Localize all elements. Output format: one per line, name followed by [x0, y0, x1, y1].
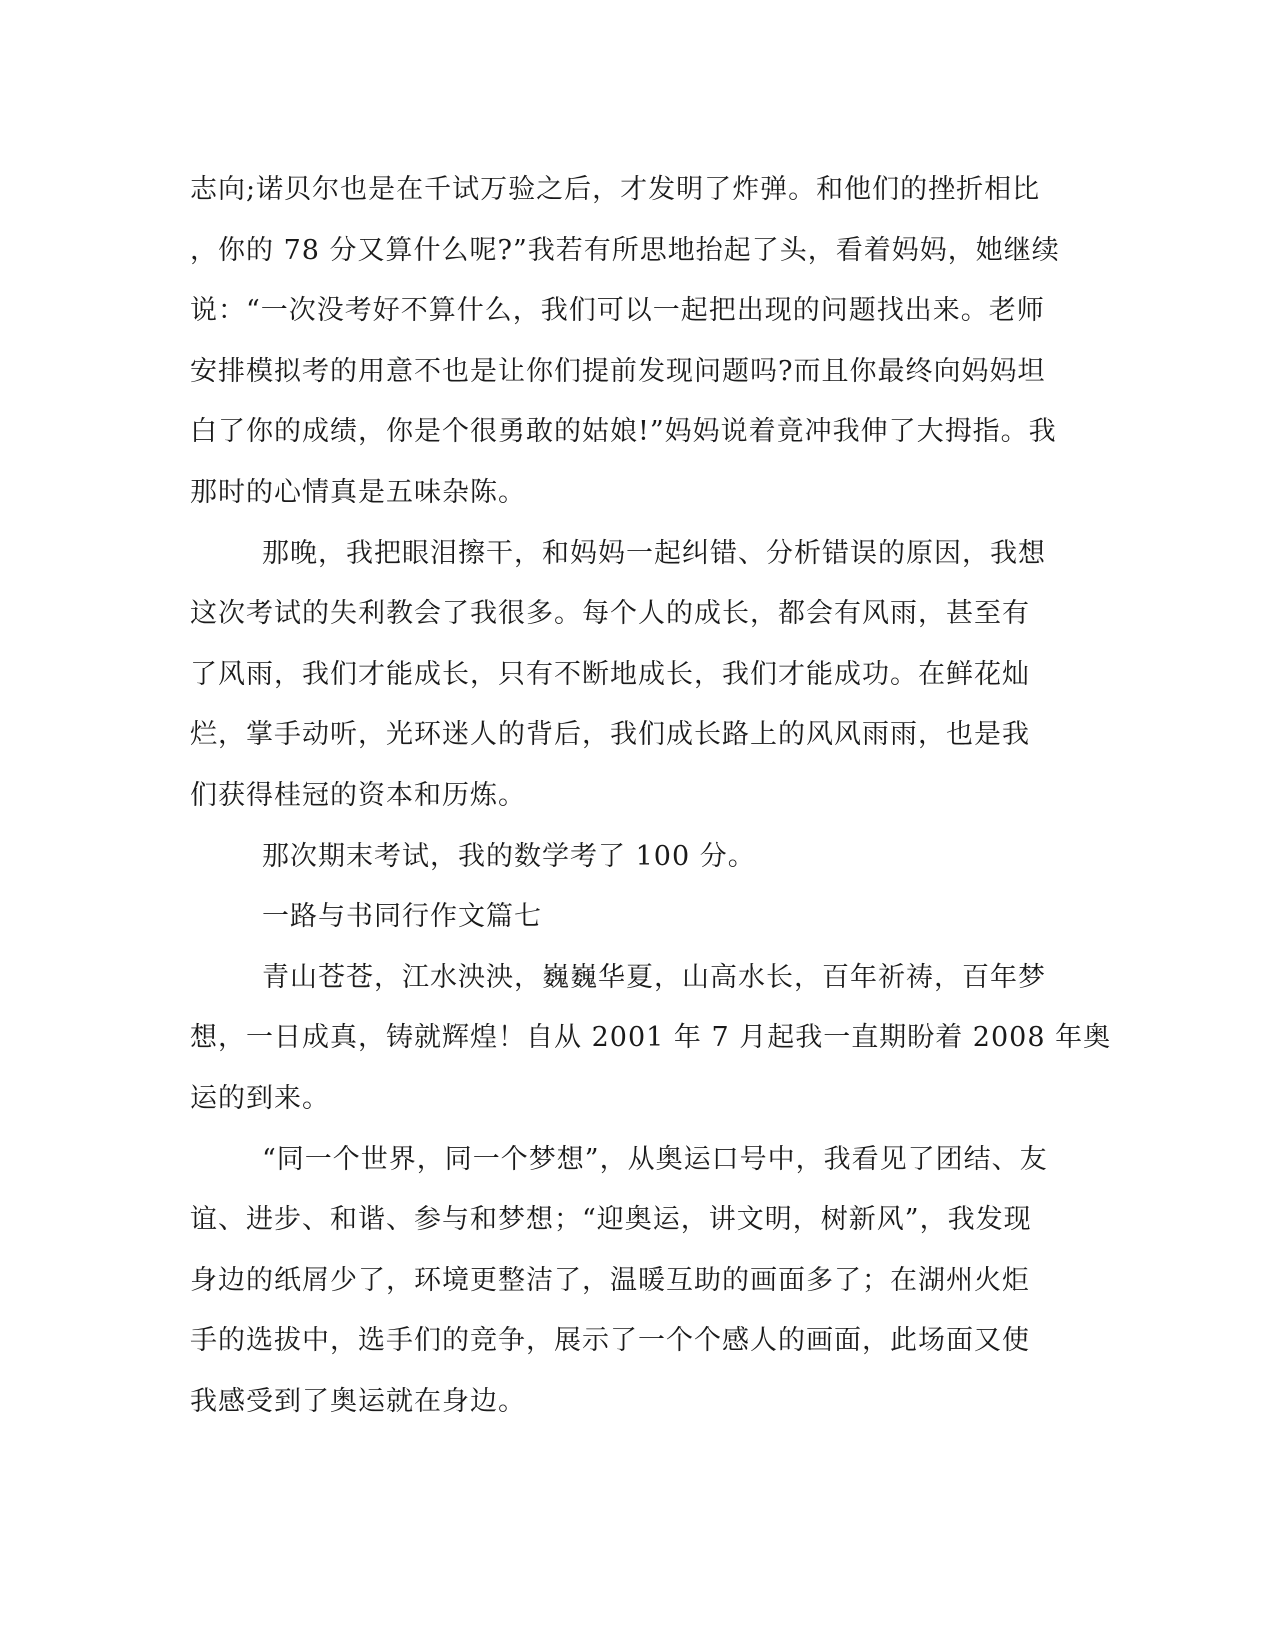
text-line: 们获得桂冠的资本和历炼。	[190, 779, 526, 811]
text-line: 那次期末考试，我的数学考了 100 分。	[262, 840, 756, 872]
text-line: 运的到来。	[190, 1082, 330, 1114]
text-line: 安排模拟考的用意不也是让你们提前发现问题吗?而且你最终向妈妈坦	[190, 355, 1046, 387]
text-line: 想，一日成真，铸就辉煌！自从 2001 年 7 月起我一直期盼着 2008 年奥	[190, 1022, 1112, 1054]
text-line: 我感受到了奥运就在身边。	[190, 1385, 526, 1417]
text-line: 一路与书同行作文篇七	[262, 901, 542, 933]
text-line: 白了你的成绩，你是个很勇敢的姑娘!”妈妈说着竟冲我伸了大拇指。我	[190, 416, 1057, 448]
text-line: 手的选拔中，选手们的竞争，展示了一个个感人的画面，此场面又使	[190, 1325, 1030, 1357]
text-line: 谊、进步、和谐、参与和梦想；“迎奥运，讲文明，树新风”，我发现	[190, 1204, 1032, 1236]
text-line: 了风雨，我们才能成长，只有不断地成长，我们才能成功。在鲜花灿	[190, 658, 1030, 690]
text-line: 那时的心情真是五味杂陈。	[190, 476, 526, 508]
text-line: ，你的 78 分又算什么呢?”我若有所思地抬起了头，看着妈妈，她继续	[190, 234, 1060, 266]
text-line: 说：“一次没考好不算什么，我们可以一起把出现的问题找出来。老师	[190, 295, 1045, 327]
text-line: 这次考试的失利教会了我很多。每个人的成长，都会有风雨，甚至有	[190, 598, 1030, 630]
text-line: 青山苍苍，江水泱泱，巍巍华夏，山高水长，百年祈祷，百年梦	[262, 961, 1046, 993]
document-body	[190, 160, 1112, 1432]
text-line: “同一个世界，同一个梦想”，从奥运口号中，我看见了团结、友	[262, 1143, 1048, 1175]
text-line: 志向;诺贝尔也是在千试万验之后，才发明了炸弹。和他们的挫折相比	[190, 174, 1041, 205]
text-line: 那晚，我把眼泪擦干，和妈妈一起纠错、分析错误的原因，我想	[262, 537, 1046, 569]
text-line: 烂，掌手动听，光环迷人的背后，我们成长路上的风风雨雨，也是我	[190, 719, 1030, 751]
text-line: 身边的纸屑少了，环境更整洁了，温暖互助的画面多了；在湖州火炬	[190, 1264, 1030, 1296]
